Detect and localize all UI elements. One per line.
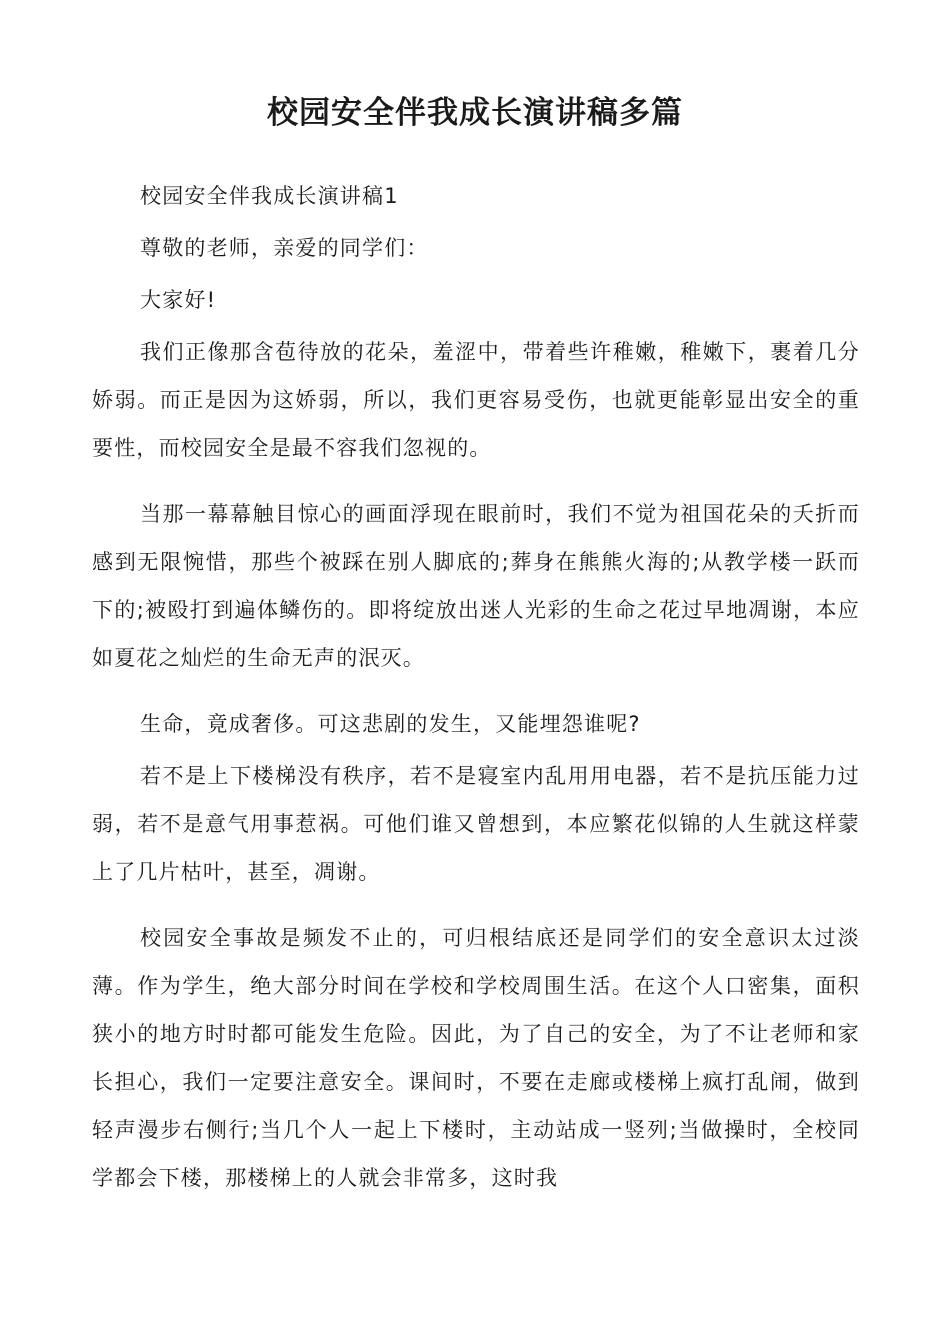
document-title: 校园安全伴我成长演讲稿多篇 bbox=[267, 95, 683, 131]
document-body bbox=[92, 172, 860, 1220]
paragraph: 生命，竟成奢侈。可这悲剧的发生，又能埋怨谁呢? bbox=[140, 712, 641, 736]
salutation: 尊敬的老师，亲爱的同学们： bbox=[140, 236, 429, 260]
paragraph: 我们正像那含苞待放的花朵，羞涩中，带着些许稚嫩，稚嫩下，裹着几分娇弱。而正是因为这娇弱，所以，我们更容易受伤，也就更能彰显出安全的重要性，而校园安全是最不容我们忽视的。 bbox=[92, 340, 860, 460]
paragraph: 当那一幕幕触目惊心的画面浮现在眼前时，我们不觉为祖国花朵的夭折而感到无限惋惜，那些个被踩在别人脚底的;葬身在熊熊火海的;从教学楼一跃而下的;被殴打到遍体鳞伤的。即将绽放出迷人光彩的生命之花过早地凋谢，本应如夏花之灿烂的生命无声的泯灭。 bbox=[92, 502, 860, 670]
greeting: 大家好! bbox=[140, 288, 217, 312]
paragraph: 校园安全事故是频发不止的，可归根结底还是同学们的安全意识太过淡薄。作为学生，绝大部分时间在学校和学校周围生活。在这个人口密集，面积狭小的地方时时都可能发生危险。因此，为了自己的安全，为了不让老师和家长担心，我们一定要注意安全。课间时，不要在走廊或楼梯上疯打乱闹，做到轻声漫步右侧行;当几个人一起上下楼时，主动站成一竖列;当做操时，全校同学都会下楼，那楼梯上的人就会非常多，这时我 bbox=[92, 926, 860, 1190]
paragraph: 若不是上下楼梯没有秩序，若不是寝室内乱用用电器，若不是抗压能力过弱，若不是意气用事惹祸。可他们谁又曾想到，本应繁花似锦的人生就这样蒙上了几片枯叶，甚至，凋谢。 bbox=[92, 764, 860, 884]
section-heading: 校园安全伴我成长演讲稿1 bbox=[140, 184, 399, 208]
